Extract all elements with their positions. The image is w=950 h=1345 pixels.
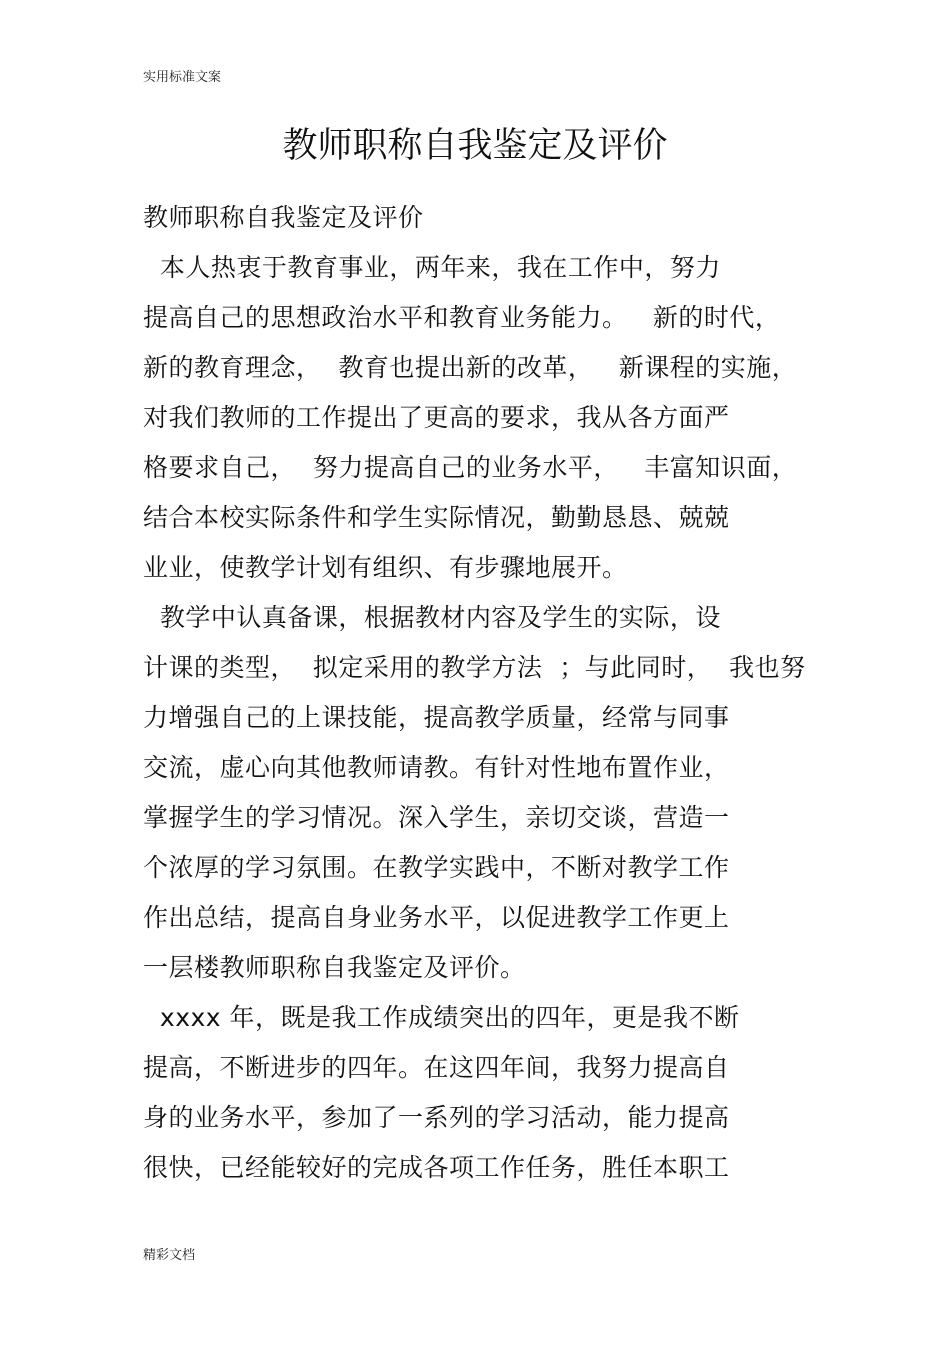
- body-line: 很快，已经能较好的完成各项工作任务，胜任本职工: [143, 1153, 730, 1182]
- body-line: 提高，不断进步的四年。在这四年间，我努力提高自: [143, 1053, 730, 1082]
- body-line: 掌握学生的学习情况。深入学生，亲切交谈，营造一: [143, 803, 730, 832]
- body-line: 身的业务水平，参加了一系列的学习活动，能力提高: [143, 1103, 730, 1132]
- page-footer-label: 精彩文档: [143, 1248, 196, 1263]
- body-line: 对我们教师的工作提出了更高的要求，我从各方面严: [143, 403, 730, 432]
- body-line: 格要求自己， 努力提高自己的业务水平， 丰富知识面，: [143, 453, 798, 482]
- body-line: 结合本校实际条件和学生实际情况，勤勤恳恳、兢兢: [143, 503, 730, 532]
- body-line: xxxx 年，既是我工作成绩突出的四年，更是我不断: [143, 1003, 740, 1032]
- body-line: 提高自己的思想政治水平和教育业务能力。 新的时代，: [143, 303, 781, 332]
- body-line: 业业，使教学计划有组织、有步骤地展开。: [143, 553, 628, 582]
- body-line: 交流，虚心向其他教师请教。有针对性地布置作业，: [143, 753, 730, 782]
- body-line: 教师职称自我鉴定及评价: [143, 203, 424, 232]
- body-line: 教学中认真备课，根据教材内容及学生的实际，设: [143, 603, 721, 632]
- body-line: 计课的类型， 拟定采用的教学方法 ；与此同时， 我也努: [143, 653, 806, 682]
- document-body: [143, 193, 823, 1193]
- body-line: 新的教育理念， 教育也提出新的改革， 新课程的实施，: [143, 353, 798, 382]
- body-line: 作出总结，提高自身业务水平，以促进教学工作更上: [143, 903, 730, 932]
- body-line: 个浓厚的学习氛围。在教学实践中，不断对教学工作: [143, 853, 730, 882]
- document-title: 教师职称自我鉴定及评价: [282, 126, 668, 166]
- body-line: 本人热衷于教育事业，两年来，我在工作中，努力: [143, 253, 721, 282]
- page-header-label: 实用标准文案: [143, 70, 222, 85]
- body-line: 一层楼教师职称自我鉴定及评价。: [143, 953, 526, 982]
- body-line: 力增强自己的上课技能，提高教学质量，经常与同事: [143, 703, 730, 732]
